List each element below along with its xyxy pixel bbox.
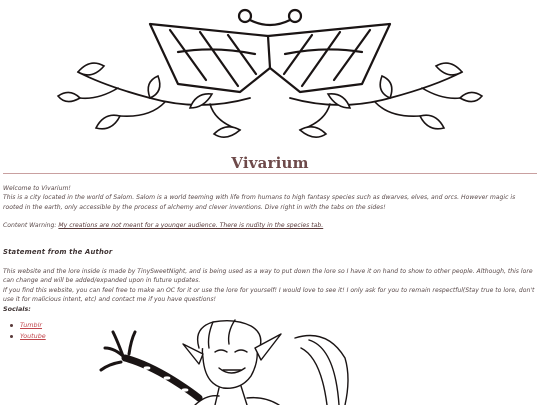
content-warning-label: Content Warning: — [3, 222, 57, 230]
intro-greeting: Welcome to Vivarium! — [3, 185, 71, 192]
content-warning-link[interactable]: My creations are not meant for a younger audience. There is nudity in the species tab. — [58, 222, 324, 230]
author-heading: Statement from the Author — [3, 247, 113, 256]
author-paragraph-2: If you find this website, you can feel free to make an OC for it or use the lore for yourself! I would love to see it! I only ask for you to remain respectful(Stay true to lore, don't use it for malicious intent, etc) and contact me if you have questions! — [3, 286, 535, 304]
elf-character-illustration-icon — [95, 318, 355, 405]
content-warning — [3, 221, 537, 230]
author-paragraph-1: This website and the lore inside is made by TinySweetNight, and is being used as a way to put down the lore so I have it on hand to show to other people. Although, this lore can change and will be added/expanded upon in future updates. — [3, 268, 533, 285]
socials-heading: Socials: — [3, 304, 31, 313]
character-illustration — [95, 318, 355, 405]
ornamental-wings-vines-icon — [0, 0, 540, 150]
youtube-link[interactable]: Youtube — [20, 332, 46, 341]
ornament-banner — [0, 0, 540, 150]
title-divider — [3, 173, 537, 174]
site-title: Vivarium — [231, 154, 309, 172]
intro-description: This is a city located in the world of Salom. Salom is a world teeming with life from humans to high fantasy species such as dwarves, elves, and orcs. However magic is rooted in the earth, only accessible by the process of alchemy and clever inventions. Dive right in with the tabs on the sides! — [3, 194, 516, 211]
tumblr-link[interactable]: Tumblr — [20, 321, 42, 330]
